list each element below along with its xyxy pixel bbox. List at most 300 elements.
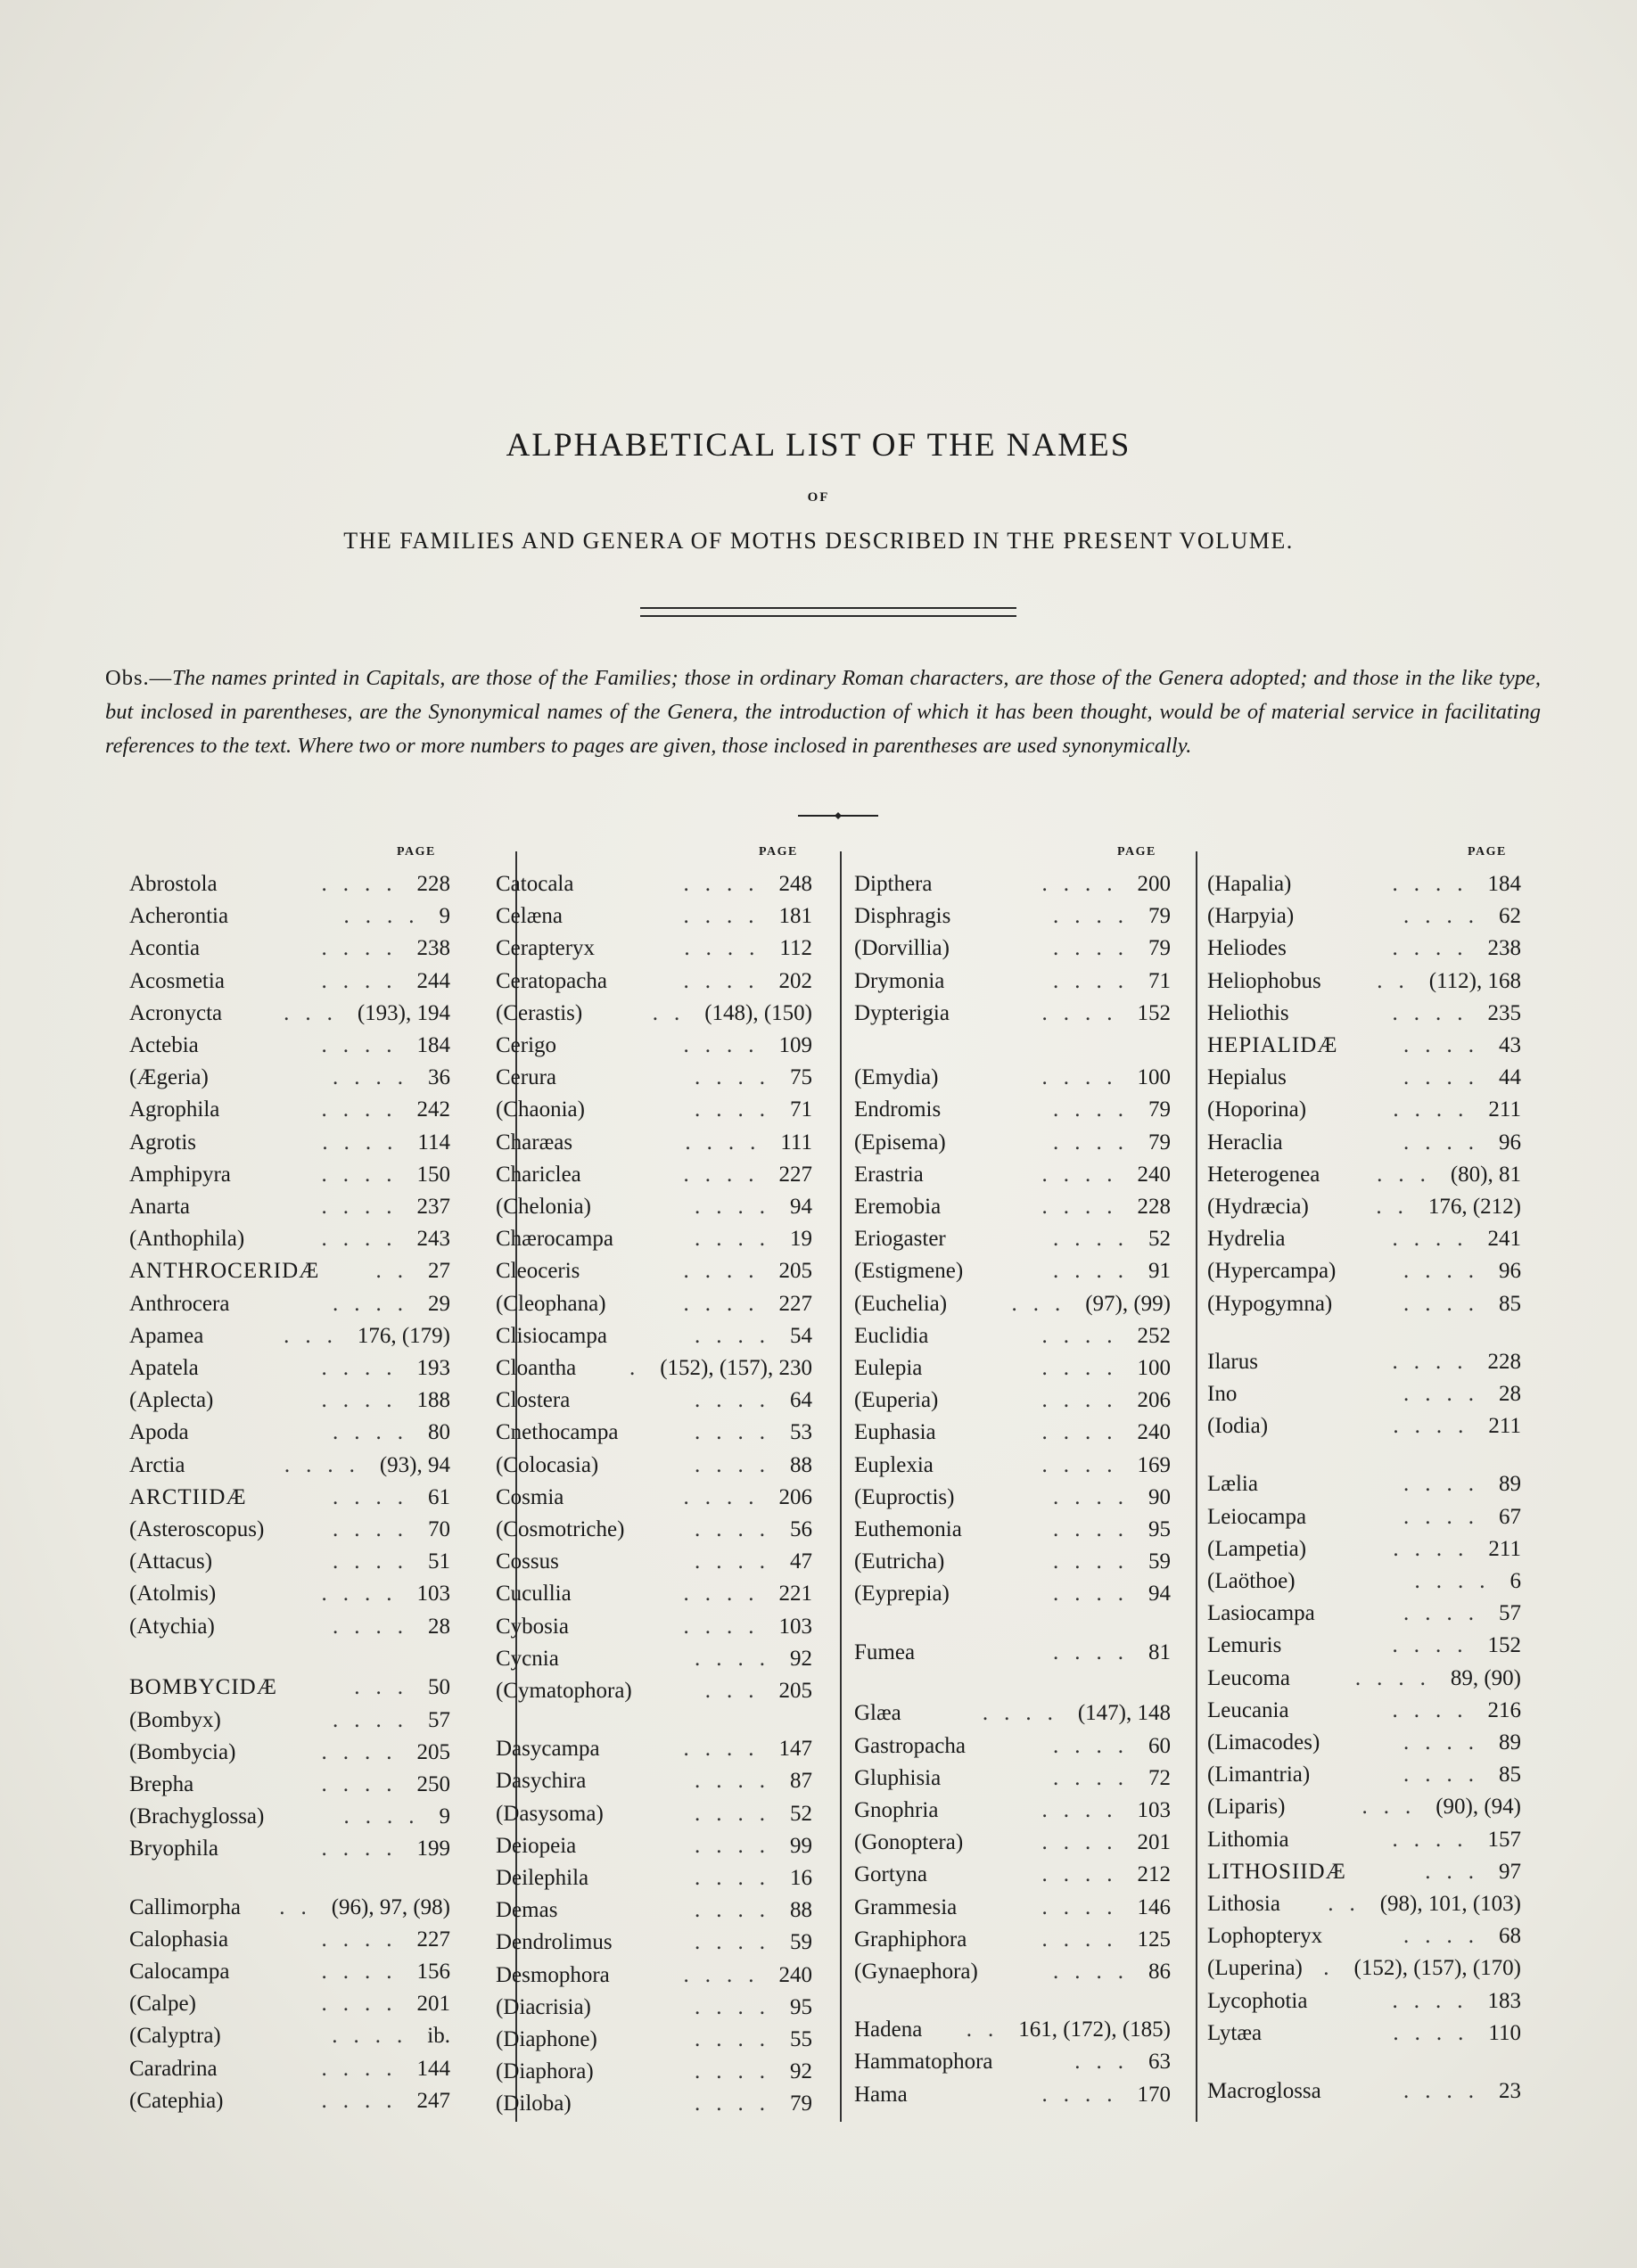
index-entry-page: 114 bbox=[417, 1130, 450, 1155]
dot-leader: .... bbox=[321, 1195, 408, 1219]
index-entry-name: LITHOSIIDÆ bbox=[1207, 1859, 1346, 1884]
dot-leader: .... bbox=[1392, 1827, 1479, 1852]
dot-leader: .... bbox=[1053, 968, 1139, 993]
index-entry bbox=[1207, 1159, 1521, 1191]
index-entry bbox=[854, 1159, 1171, 1191]
index-entry bbox=[496, 933, 812, 965]
index-entry-name: (Attacus) bbox=[129, 1549, 213, 1574]
dot-leader: .... bbox=[1053, 1959, 1139, 1984]
index-entry-name: Deilephila bbox=[496, 1865, 589, 1890]
index-entry bbox=[1207, 1191, 1521, 1223]
dot-leader: .... bbox=[1053, 1227, 1139, 1252]
index-entry bbox=[1207, 1346, 1521, 1378]
index-entry bbox=[496, 1030, 812, 1062]
dot-leader: .... bbox=[333, 1484, 419, 1509]
index-entry-name: Dipthera bbox=[854, 872, 933, 896]
index-entry-name: (Laöthoe) bbox=[1207, 1568, 1296, 1593]
index-entry-name: (Cymatophora) bbox=[496, 1679, 632, 1703]
index-entry-name: (Chelonia) bbox=[496, 1195, 591, 1219]
dot-leader: .... bbox=[284, 1452, 371, 1477]
index-entry-page: 67 bbox=[1499, 1504, 1521, 1529]
index-entry bbox=[129, 1672, 450, 1704]
index-entry-name: (Brachyglossa) bbox=[129, 1804, 265, 1829]
index-entry-name: Amphipyra bbox=[129, 1162, 231, 1187]
index-entry-page: 81 bbox=[1148, 1639, 1171, 1664]
index-entry-name: Abrostola bbox=[129, 872, 218, 896]
index-entry bbox=[129, 1737, 450, 1769]
index-entry bbox=[1207, 1630, 1521, 1662]
index-entry bbox=[854, 1956, 1171, 1988]
index-entry-name: (Diaphora) bbox=[496, 2059, 594, 2084]
index-entry bbox=[496, 1094, 812, 1126]
index-entry bbox=[496, 1960, 812, 1992]
dot-leader: .... bbox=[321, 1227, 408, 1252]
index-entry-name: Leucania bbox=[1207, 1697, 1289, 1722]
dot-leader: .... bbox=[695, 1065, 781, 1090]
index-entry-page: 152 bbox=[1137, 1000, 1171, 1025]
index-entry-page: 63 bbox=[1148, 2050, 1171, 2075]
dot-leader: .... bbox=[685, 1130, 772, 1155]
index-entry-page: (152), (157), 230 bbox=[660, 1356, 812, 1380]
page-column-header: PAGE bbox=[759, 845, 798, 859]
index-entry-name: Hydrelia bbox=[1207, 1227, 1286, 1252]
index-entry-name: Cnethocampa bbox=[496, 1420, 619, 1445]
dot-leader: . bbox=[1323, 1956, 1345, 1981]
dot-leader: .... bbox=[695, 1769, 781, 1794]
index-entry bbox=[1207, 1410, 1521, 1442]
index-entry bbox=[496, 1643, 812, 1675]
index-entry bbox=[854, 1578, 1171, 1610]
index-entry bbox=[496, 1611, 812, 1643]
page-subtitle: THE FAMILIES AND GENERA OF MOTHS DESCRIBED IN THE PRESENT VOLUME. bbox=[343, 528, 1294, 554]
index-entry-name: (Diacrisia) bbox=[496, 1994, 591, 2019]
index-entry-page: 202 bbox=[778, 968, 812, 993]
index-entry-name: Heliothis bbox=[1207, 1000, 1289, 1025]
index-entry-name: Erastria bbox=[854, 1162, 924, 1187]
index-entry bbox=[129, 1546, 450, 1578]
index-entry-name: Anthrocera bbox=[129, 1291, 230, 1316]
dot-leader: .... bbox=[1392, 1633, 1479, 1658]
index-entry-page: 103 bbox=[1137, 1797, 1171, 1822]
index-entry-page: 79 bbox=[1148, 1097, 1171, 1122]
index-entry-page: 57 bbox=[1499, 1601, 1521, 1626]
index-entry-page: (193), 194 bbox=[357, 1000, 450, 1025]
dot-leader: ... bbox=[704, 1679, 770, 1703]
index-entry-page: 19 bbox=[790, 1227, 812, 1252]
index-entry bbox=[496, 966, 812, 998]
dot-leader: .... bbox=[321, 1162, 408, 1187]
index-entry bbox=[129, 900, 450, 933]
index-entry-name: Brepha bbox=[129, 1771, 194, 1796]
index-entry-page: 193 bbox=[416, 1356, 450, 1380]
index-entry bbox=[854, 1697, 1171, 1730]
dot-leader: .... bbox=[1392, 1697, 1479, 1722]
index-entry-page: 211 bbox=[1488, 1414, 1521, 1439]
index-entry-name: Anarta bbox=[129, 1195, 191, 1219]
index-entry bbox=[1207, 1378, 1521, 1410]
dot-leader: .... bbox=[695, 1195, 781, 1219]
index-entry-name: Eulepia bbox=[854, 1356, 923, 1380]
dot-leader: .... bbox=[1403, 1065, 1490, 1090]
index-entry bbox=[496, 1223, 812, 1255]
index-entry-name: Ilarus bbox=[1207, 1349, 1258, 1374]
index-entry bbox=[1207, 1888, 1521, 1920]
index-entry-name: Lithosia bbox=[1207, 1891, 1280, 1916]
index-entry-page: 206 bbox=[778, 1484, 812, 1509]
index-entry-page: (152), (157), (170) bbox=[1353, 1956, 1521, 1981]
dot-leader: .... bbox=[695, 1097, 781, 1122]
index-entry-name: (Emydia) bbox=[854, 1065, 939, 1090]
index-entry-name: Celæna bbox=[496, 904, 563, 929]
dot-leader: .... bbox=[1393, 1414, 1480, 1439]
dot-leader: .... bbox=[1041, 1388, 1129, 1413]
dot-leader: .... bbox=[1041, 1862, 1129, 1887]
index-entry-name: Calophasia bbox=[129, 1927, 229, 1952]
index-entry-name: (Diaphone) bbox=[496, 2026, 597, 2051]
dot-leader: .... bbox=[1403, 1291, 1490, 1316]
dot-leader: .... bbox=[684, 936, 771, 961]
index-entry bbox=[854, 1924, 1171, 1956]
index-entry-page: 85 bbox=[1499, 1763, 1521, 1787]
index-entry-page: 94 bbox=[1148, 1582, 1171, 1606]
index-entry bbox=[854, 998, 1171, 1030]
index-entry bbox=[496, 1578, 812, 1610]
dot-leader: .... bbox=[343, 904, 431, 929]
dot-leader: .... bbox=[321, 1388, 408, 1413]
index-entry bbox=[854, 1255, 1171, 1287]
index-entry bbox=[854, 1514, 1171, 1546]
index-entry bbox=[854, 1320, 1171, 1352]
index-entry-name: (Hypercampa) bbox=[1207, 1259, 1337, 1284]
dot-leader: .... bbox=[1053, 1765, 1139, 1790]
index-entry-name: Acronycta bbox=[129, 1000, 223, 1025]
index-entry bbox=[496, 1159, 812, 1191]
index-entry bbox=[1207, 1127, 1521, 1159]
index-entry bbox=[129, 966, 450, 998]
dot-leader: .... bbox=[695, 1994, 781, 2019]
index-entry-page: (90), (94) bbox=[1435, 1795, 1521, 1820]
dot-leader: .... bbox=[1392, 1349, 1479, 1374]
index-entry-name: Macroglossa bbox=[1207, 2078, 1321, 2103]
index-entry-name: Hammatophora bbox=[854, 2050, 993, 2075]
index-entry-page: 86 bbox=[1148, 1959, 1171, 1984]
index-entry-name: BOMBYCIDÆ bbox=[129, 1675, 277, 1700]
dot-leader: .. bbox=[966, 2017, 1010, 2042]
dot-leader: ... bbox=[1011, 1291, 1077, 1316]
index-entry bbox=[496, 2056, 812, 2088]
index-entry bbox=[129, 1482, 450, 1514]
index-entry-name: Actebia bbox=[129, 1033, 199, 1057]
dot-leader: .... bbox=[1403, 1259, 1490, 1284]
index-entry-name: Arctia bbox=[129, 1452, 185, 1477]
index-entry bbox=[129, 1578, 450, 1610]
index-entry-name: (Calyptra) bbox=[129, 2024, 221, 2049]
index-entry-page: 211 bbox=[1488, 1097, 1521, 1122]
index-entry-page: 91 bbox=[1148, 1259, 1171, 1284]
index-entry-name: Leucoma bbox=[1207, 1665, 1291, 1690]
index-entry-name: (Eyprepia) bbox=[854, 1582, 950, 1606]
index-entry-page: 240 bbox=[1137, 1162, 1171, 1187]
dot-leader: .... bbox=[333, 1707, 419, 1732]
index-entry-name: Drymonia bbox=[854, 968, 945, 993]
dot-leader: .... bbox=[1053, 1517, 1139, 1541]
index-entry-name: Cerapteryx bbox=[496, 936, 596, 961]
index-entry-page: 89 bbox=[1499, 1472, 1521, 1497]
dot-leader: .. bbox=[1377, 968, 1420, 993]
dot-leader: .... bbox=[1403, 1601, 1490, 1626]
index-entry bbox=[496, 1733, 812, 1765]
index-entry bbox=[496, 1862, 812, 1894]
index-entry-name: Apoda bbox=[129, 1420, 189, 1445]
index-entry-page: 109 bbox=[778, 1033, 812, 1057]
index-entry-page: 157 bbox=[1487, 1827, 1521, 1852]
index-entry bbox=[496, 1765, 812, 1797]
index-entry-page: 9 bbox=[439, 1804, 450, 1829]
index-entry bbox=[129, 1223, 450, 1255]
dot-leader: .... bbox=[695, 2026, 781, 2051]
index-entry-name: (Diloba) bbox=[496, 2091, 572, 2116]
index-entry bbox=[854, 1859, 1171, 1891]
dot-leader: .... bbox=[695, 1323, 781, 1348]
index-entry bbox=[496, 1992, 812, 2024]
dot-leader: .... bbox=[333, 1065, 419, 1090]
index-entry-page: 80 bbox=[428, 1420, 450, 1445]
index-entry-name: Desmophora bbox=[496, 1962, 610, 1987]
index-entry bbox=[129, 1611, 450, 1643]
index-entry bbox=[496, 1482, 812, 1514]
index-entry-page: 52 bbox=[790, 1801, 812, 1826]
index-entry-name: Acherontia bbox=[129, 904, 229, 929]
index-entry bbox=[1207, 1288, 1521, 1320]
index-entry-page: 23 bbox=[1499, 2078, 1521, 2103]
dot-leader: .... bbox=[695, 1833, 781, 1858]
index-entry-name: Calocampa bbox=[129, 1959, 230, 1984]
dot-leader: .... bbox=[1041, 1323, 1129, 1348]
index-entry-name: Heliophobus bbox=[1207, 968, 1321, 993]
index-entry-name: Gastropacha bbox=[854, 1733, 966, 1758]
dot-leader: .... bbox=[1392, 936, 1479, 961]
index-entry bbox=[129, 1450, 450, 1482]
index-entry bbox=[1207, 2075, 1521, 2108]
index-entry-name: Glæa bbox=[854, 1701, 901, 1726]
index-entry-page: 79 bbox=[1148, 904, 1171, 929]
index-entry-name: Leiocampa bbox=[1207, 1504, 1307, 1529]
dot-leader: .... bbox=[1053, 904, 1139, 929]
index-entry-page: 252 bbox=[1137, 1323, 1171, 1348]
dot-leader: .. bbox=[1376, 1195, 1419, 1219]
index-entry-name: (Hypogymna) bbox=[1207, 1291, 1333, 1316]
dot-leader: ... bbox=[1377, 1162, 1442, 1187]
index-entry-name: Cloantha bbox=[496, 1356, 577, 1380]
index-entry-page: 241 bbox=[1487, 1227, 1521, 1252]
index-entry-page: 90 bbox=[1148, 1484, 1171, 1509]
index-entry-page: (93), 94 bbox=[379, 1452, 450, 1477]
index-entry-page: 57 bbox=[428, 1707, 450, 1732]
column-divider bbox=[1196, 851, 1197, 2122]
dot-leader: .... bbox=[321, 2088, 408, 2113]
index-entry bbox=[1207, 1759, 1521, 1791]
dot-leader: .... bbox=[683, 872, 770, 896]
index-entry-name: Cerura bbox=[496, 1065, 557, 1090]
dot-leader: .... bbox=[695, 1646, 781, 1671]
dot-leader: .... bbox=[1041, 1356, 1129, 1380]
index-entry-page: 205 bbox=[778, 1679, 812, 1703]
index-entry-name: Catocala bbox=[496, 872, 574, 896]
index-entry-page: 169 bbox=[1137, 1452, 1171, 1477]
index-entry-page: 110 bbox=[1488, 2020, 1521, 2045]
dot-leader: .... bbox=[321, 1927, 408, 1952]
index-entry-name: Dypterigia bbox=[854, 1000, 950, 1025]
index-entry-page: 228 bbox=[416, 872, 450, 896]
index-entry-name: (Iodia) bbox=[1207, 1414, 1269, 1439]
index-entry-page: 16 bbox=[790, 1865, 812, 1890]
index-entry-name: ANTHROCERIDÆ bbox=[129, 1259, 320, 1284]
index-entry-page: 112 bbox=[779, 936, 812, 961]
index-entry bbox=[129, 1159, 450, 1191]
index-entry-name: ARCTIIDÆ bbox=[129, 1484, 247, 1509]
index-entry-page: 43 bbox=[1499, 1033, 1521, 1057]
dot-leader: .... bbox=[1392, 1000, 1479, 1025]
index-entry-page: 97 bbox=[1499, 1859, 1521, 1884]
index-entry bbox=[496, 1514, 812, 1546]
index-entry-name: Chærocampa bbox=[496, 1227, 613, 1252]
index-entry-name: Lasiocampa bbox=[1207, 1601, 1315, 1626]
index-entry-page: 75 bbox=[790, 1065, 812, 1090]
index-entry bbox=[1207, 1856, 1521, 1888]
dot-leader: .. bbox=[279, 1894, 323, 1919]
index-entry-name: Hama bbox=[854, 2082, 908, 2107]
index-entry-name: Cerigo bbox=[496, 1033, 557, 1057]
index-entry-name: (Atolmis) bbox=[129, 1582, 217, 1606]
observation-text: The names printed in Capitals, are those of the Families; those in ordinary Roman characters, are those of the Genera adopted; and those in the like type, but inclosed in parentheses, are the Synonymical names of the Genera, the introduction of which it has been thought, would be of material service in facilitating references to the text. Where two or more numbers to pages are given, those inclosed in parentheses are used synonymically. bbox=[105, 666, 1541, 758]
index-entry-name: (Hapalia) bbox=[1207, 872, 1292, 896]
ornament-rule-icon bbox=[798, 811, 878, 820]
index-entry bbox=[854, 2079, 1171, 2111]
index-entry-page: 79 bbox=[1148, 1130, 1171, 1155]
index-entry bbox=[129, 1288, 450, 1320]
index-entry-name: Lophopteryx bbox=[1207, 1924, 1323, 1949]
index-entry-page: (148), (150) bbox=[704, 1000, 812, 1025]
index-entry-name: Heliodes bbox=[1207, 936, 1287, 961]
index-entry-name: Agrophila bbox=[129, 1097, 220, 1122]
index-entry bbox=[854, 868, 1171, 900]
dot-leader: .... bbox=[1053, 1484, 1139, 1509]
dot-leader: .... bbox=[695, 1865, 781, 1890]
dot-leader: .... bbox=[1053, 1259, 1139, 1284]
index-entry-page: 100 bbox=[1137, 1356, 1171, 1380]
index-entry-page: 152 bbox=[1487, 1633, 1521, 1658]
index-entry-page: 27 bbox=[428, 1259, 450, 1284]
index-entry-name: Lycophotia bbox=[1207, 1988, 1308, 2013]
index-entry bbox=[496, 1191, 812, 1223]
index-entry-name: Cosmia bbox=[496, 1484, 564, 1509]
index-entry bbox=[129, 1514, 450, 1546]
index-entry bbox=[1207, 1255, 1521, 1287]
dot-leader: .... bbox=[683, 1962, 770, 1987]
page-title: ALPHABETICAL LIST OF THE NAMES bbox=[506, 427, 1131, 464]
index-entry-page: 52 bbox=[1148, 1227, 1171, 1252]
dot-leader: .... bbox=[1403, 2078, 1490, 2103]
dot-leader: .. bbox=[652, 1000, 696, 1025]
dot-leader: .... bbox=[1041, 1452, 1129, 1477]
index-entry bbox=[129, 2085, 450, 2117]
index-entry bbox=[1207, 966, 1521, 998]
index-entry-name: Chariclea bbox=[496, 1162, 581, 1187]
index-entry-name: (Catephia) bbox=[129, 2088, 224, 2113]
index-entry-name: Euphasia bbox=[854, 1420, 936, 1445]
dot-leader: .... bbox=[695, 1517, 781, 1541]
observation-note bbox=[105, 662, 1541, 763]
index-entry-name: Heterogenea bbox=[1207, 1162, 1320, 1187]
dot-leader: .... bbox=[321, 1739, 408, 1764]
dot-leader: .... bbox=[695, 1227, 781, 1252]
index-entry-name: (Limantria) bbox=[1207, 1763, 1311, 1787]
index-entry bbox=[129, 1320, 450, 1352]
index-entry-name: Euplexia bbox=[854, 1452, 934, 1477]
index-entry-name: Grammesia bbox=[854, 1894, 958, 1919]
index-entry bbox=[496, 1062, 812, 1094]
dot-leader: .... bbox=[1393, 1097, 1480, 1122]
index-entry-page: 188 bbox=[416, 1388, 450, 1413]
index-entry bbox=[496, 1320, 812, 1352]
index-entry bbox=[1207, 1533, 1521, 1565]
index-entry-name: (Bombyx) bbox=[129, 1707, 221, 1732]
index-entry-name: Hepialus bbox=[1207, 1065, 1287, 1090]
dot-leader: .... bbox=[321, 1582, 408, 1606]
index-entry-name: (Cosmotriche) bbox=[496, 1517, 625, 1541]
index-entry-page: 170 bbox=[1137, 2082, 1171, 2107]
index-entry bbox=[854, 966, 1171, 998]
index-entry-name: (Liparis) bbox=[1207, 1795, 1286, 1820]
index-entry-name: Cleoceris bbox=[496, 1259, 580, 1284]
index-entry-page: 95 bbox=[790, 1994, 812, 2019]
index-entry bbox=[854, 1546, 1171, 1578]
index-entry bbox=[854, 2014, 1171, 2046]
dot-leader: . bbox=[629, 1356, 652, 1380]
index-entry bbox=[854, 1127, 1171, 1159]
index-entry bbox=[496, 1288, 812, 1320]
index-entry-name: (Luperina) bbox=[1207, 1956, 1303, 1981]
index-entry bbox=[496, 1830, 812, 1862]
index-entry-page: 243 bbox=[416, 1227, 450, 1252]
index-entry bbox=[129, 868, 450, 900]
dot-leader: .... bbox=[321, 1097, 408, 1122]
index-entry bbox=[129, 1705, 450, 1737]
dot-leader: .... bbox=[1041, 872, 1129, 896]
index-entry-name: Fumea bbox=[854, 1639, 916, 1664]
index-entry-page: 89, (90) bbox=[1450, 1665, 1521, 1690]
index-entry-name: Cossus bbox=[496, 1549, 559, 1574]
index-entry bbox=[496, 1127, 812, 1159]
index-entry bbox=[496, 1450, 812, 1482]
index-entry-page: 29 bbox=[428, 1291, 450, 1316]
index-entry-page: 183 bbox=[1487, 1988, 1521, 2013]
dot-leader: .... bbox=[321, 872, 408, 896]
index-entry-name: Graphiphora bbox=[854, 1927, 967, 1952]
dot-leader: .... bbox=[1041, 1830, 1129, 1855]
dot-leader: .... bbox=[683, 1162, 770, 1187]
index-entry bbox=[129, 1062, 450, 1094]
index-entry-name: (Chaonia) bbox=[496, 1097, 585, 1122]
index-entry-name: Demas bbox=[496, 1898, 558, 1923]
dot-leader: .... bbox=[982, 1701, 1069, 1726]
index-entry bbox=[1207, 868, 1521, 900]
index-entry-page: 60 bbox=[1148, 1733, 1171, 1758]
index-entry-page: 184 bbox=[1487, 872, 1521, 896]
index-entry-name: (Lampetia) bbox=[1207, 1536, 1307, 1561]
index-entry-page: 56 bbox=[790, 1517, 812, 1541]
index-entry-name: Hadena bbox=[854, 2017, 923, 2042]
